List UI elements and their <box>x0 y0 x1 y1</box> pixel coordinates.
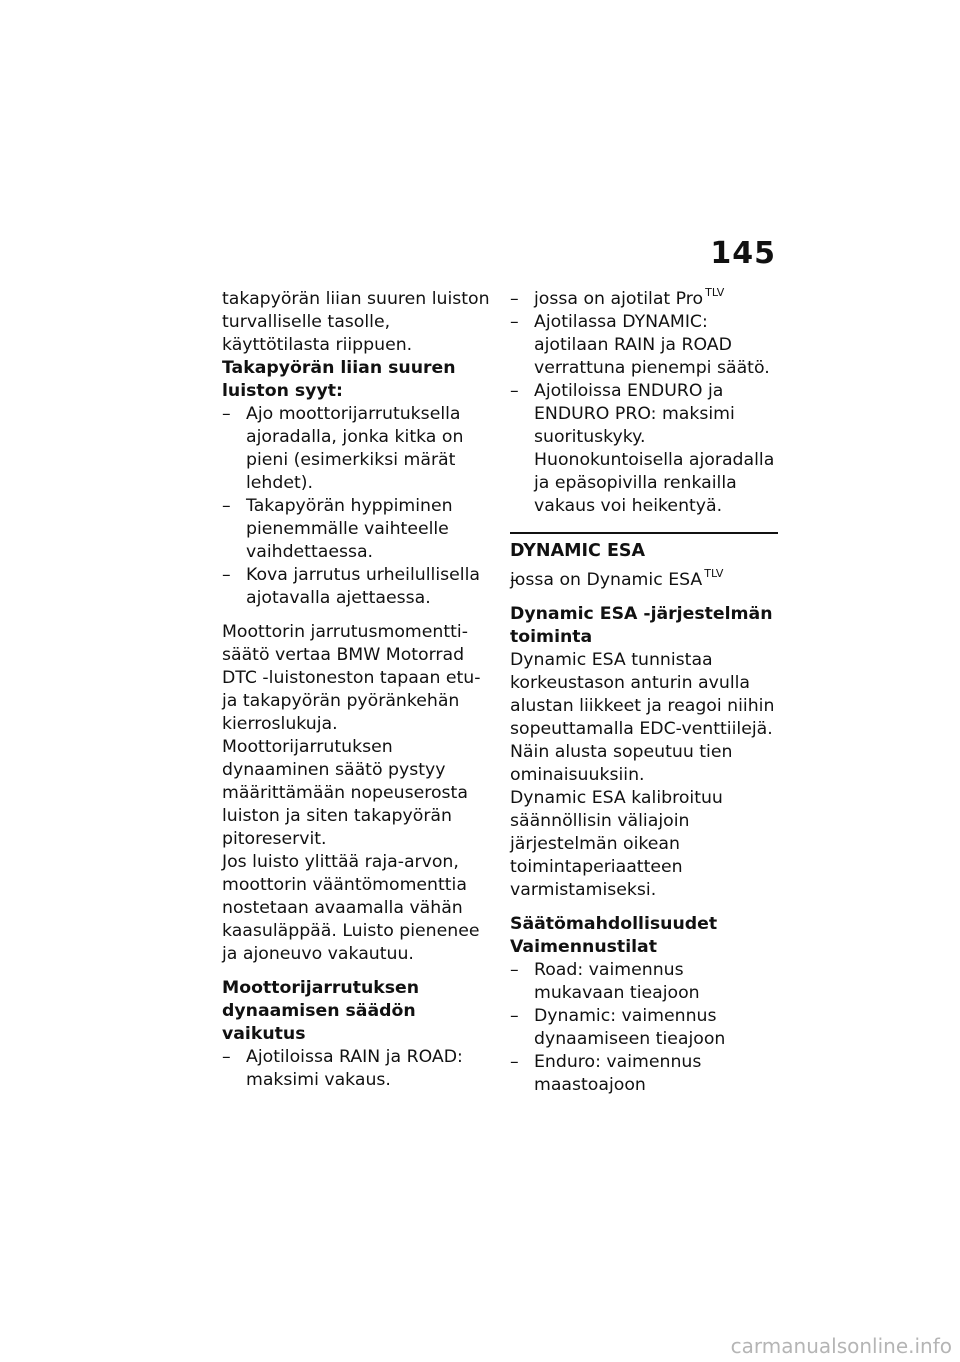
left-effect-list <box>222 1046 490 1092</box>
left-causes-list <box>222 403 490 610</box>
tlv-superscript: TLV <box>705 286 725 299</box>
right-heading-adjustments: Säätömahdollisuudet <box>510 914 718 934</box>
right-heading-function: Dynamic ESA -järjestelmän toiminta <box>510 604 773 647</box>
list-item <box>510 569 778 592</box>
footer-watermark: carmanualsonline.info <box>730 1334 952 1358</box>
list-item: – Ajo moottorijarrutuksella ajoradalla, jonka kitka on pieni (esimerkiksi märät lehdet). <box>222 403 490 495</box>
list-item: – Road: vaimennus mukavaan tieajoon <box>510 959 778 1005</box>
requirement-text: jossa on Dynamic ESA <box>510 570 703 590</box>
left-paragraph-1: takapyörän liian suuren luiston turvalliselle tasolle, käyttötilasta riippuen. <box>222 289 490 355</box>
list-item: – Takapyörän hyppiminen pienemmälle vaihteelle vaihdettaessa. <box>222 495 490 564</box>
list-item: – Dynamic: vaimennus dynaamiseen tieajoon <box>510 1005 778 1051</box>
requirement-line <box>510 569 778 592</box>
list-item: – Ajotiloissa RAIN ja ROAD: maksimi vakaus. <box>222 1046 490 1092</box>
list-item-text: jossa on ajotilat Pro <box>534 289 704 309</box>
left-heading-effect: Moottorijarrutuksen dynaamisen säädön vaikutus <box>222 978 420 1044</box>
right-column <box>510 288 778 1097</box>
left-heading-causes: Takapyörän liian suuren luiston syyt: <box>222 358 456 401</box>
list-item: – Enduro: vaimennus maastoajoon <box>510 1051 778 1097</box>
damping-modes-list <box>510 959 778 1097</box>
page-number: 145 <box>710 236 776 271</box>
tlv-superscript: TLV <box>704 567 724 580</box>
left-column <box>222 288 490 1092</box>
list-item: – Ajotiloissa ENDURO ja ENDURO PRO: maksimi suorituskyky. Huonokuntoisella ajoradalla ja epäsopivilla renkailla vakaus voi heikentyä. <box>510 380 778 518</box>
right-paragraph-1: Dynamic ESA tunnistaa korkeustason anturin avulla alustan liikkeet ja reagoi niihin sopeuttamalla EDC-venttiilejä. Näin alusta sopeutuu tien ominaisuuksiin. <box>510 650 775 785</box>
left-paragraph-3: Jos luisto ylittää raja-arvon, moottorin vääntömomenttia nostetaan avaamalla vähän kaasuläppää. Luisto pienenee ja ajoneuvo vakautuu. <box>222 852 480 964</box>
left-paragraph-2: Moottorin jarrutusmomentti-säätö vertaa BMW Motorrad DTC -luistoneston tapaan etu- ja takapyörän pyöränkehän kierroslukuja. Moottorijarrutuksen dynaaminen säätö pystyy määrittämään nopeuserosta luiston ja siten takapyörän pitoreservit. <box>222 622 481 849</box>
right-mode-list <box>510 288 778 518</box>
right-paragraph-2: Dynamic ESA kalibroituu säännöllisin väliajoin järjestelmän oikean toimintaperiaatteen varmistamiseksi. <box>510 788 723 900</box>
list-item <box>510 288 778 311</box>
right-heading-damping-modes: Vaimennustilat <box>510 937 657 957</box>
list-item: – Kova jarrutus urheilullisella ajotavalla ajettaessa. <box>222 564 490 610</box>
list-item: – Ajotilassa DYNAMIC: ajotilaan RAIN ja ROAD verrattuna pienempi säätö. <box>510 311 778 380</box>
section-title-dynamic-esa: DYNAMIC ESA <box>510 532 778 563</box>
